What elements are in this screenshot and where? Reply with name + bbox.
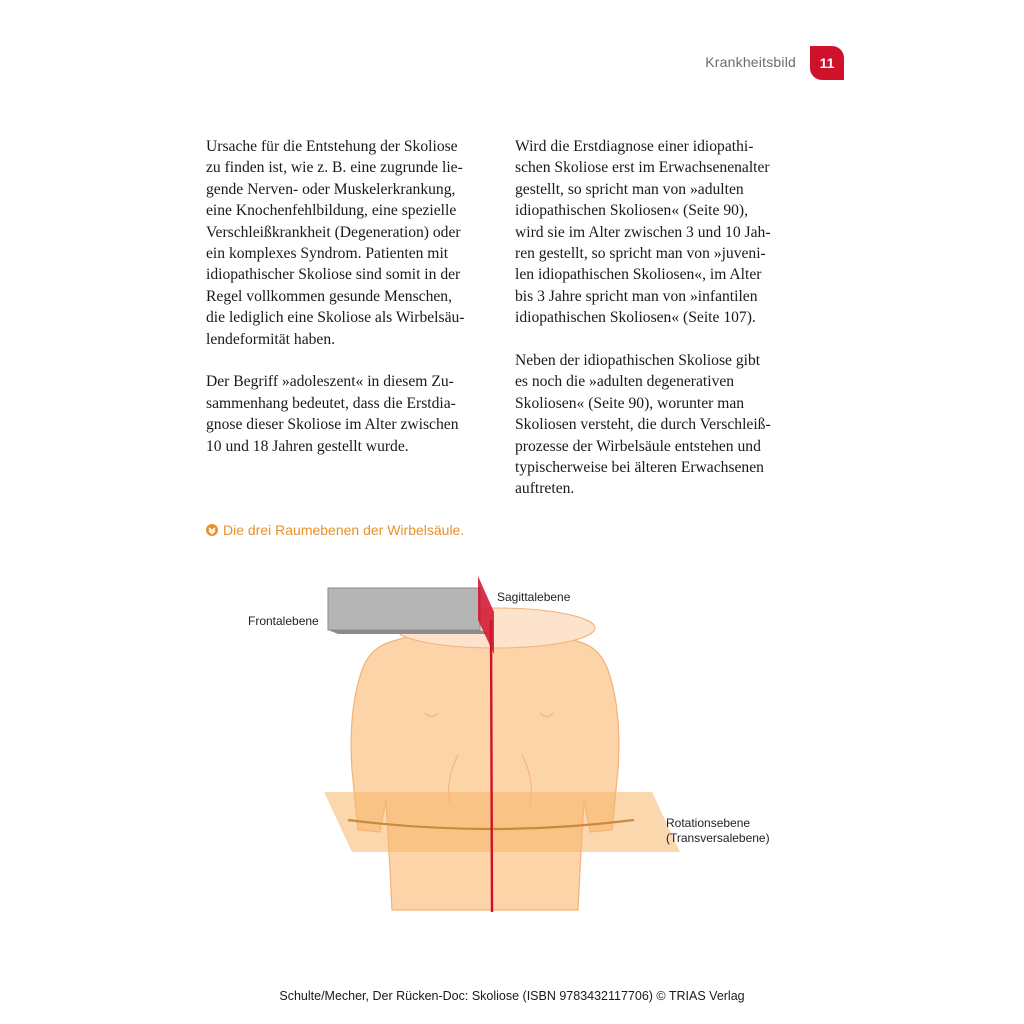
chevron-down-icon: [206, 524, 218, 536]
section-title: Krankheitsbild: [705, 54, 796, 70]
paragraph: Ursache für die Entstehung der Skoliose zu finden ist, wie z. B. eine zugrunde lie- gende Nerven- oder Muskelerkrankung, eine Knochenfehlbildung, eine spezielle Verschleißkrankheit (Degeneration) oder ein komplexes Syndrom. Patienten mit idiopathischer Skoliose sind somit in der Regel vollkommen gesunde Menschen, die lediglich eine Skoliose als Wirbelsäu- lendeformität haben.: [206, 138, 465, 348]
sagittal-axis: [491, 620, 492, 912]
paragraph: Neben der idiopathischen Skoliose gibt es noch die »adulten degenerativen Skoliosen« (Seite 90), worunter man Skoliosen versteht, die durch Verschleiß- prozesse der Wirbelsäule entstehen und typischerweise bei älteren Erwachsenen auftreten.: [515, 352, 771, 498]
text-column-left: [206, 136, 486, 478]
paragraph: Wird die Erstdiagnose einer idiopathi- schen Skoliose erst im Erwachsenenalter gestellt, so spricht man von »adulten idiopathischen Skoliosen« (Seite 90), wird sie im Alter zwischen 3 und 10 Jah- ren gestellt, so spricht man von »juveni- len idiopathischen Skoliosen«, im Alter bis 3 Jahre spricht man von »infantilen idiopathischen Skoliosen« (Seite 107).: [515, 138, 771, 327]
torso-diagram: [240, 570, 800, 920]
frontal-plane: [328, 588, 480, 630]
torso-silhouette: [351, 626, 619, 910]
spine-planes-illustration: [240, 570, 800, 920]
sagittal-plane-label: Sagittalebene: [497, 590, 571, 604]
paragraph: Der Begriff »adoleszent« in diesem Zu- sammenhang bedeutet, dass die Erstdia- gnose dieser Skoliose im Alter zwischen 10 und 18 Jahren gestellt wurde.: [206, 373, 459, 455]
frontal-plane-label: Frontalebene: [248, 614, 319, 628]
rotation-plane-label: Rotationsebene (Transversalebene): [666, 816, 770, 845]
figure-caption-text: Die drei Raumebenen der Wirbelsäule.: [223, 522, 465, 538]
figure-caption: [206, 522, 464, 538]
footer-citation: Schulte/Mecher, Der Rücken-Doc: Skoliose (ISBN 9783432117706) © TRIAS Verlag: [279, 989, 745, 1003]
text-column-right: [515, 136, 795, 521]
frontal-plane-edge: [328, 630, 490, 634]
page-number-badge: 11: [810, 46, 844, 80]
